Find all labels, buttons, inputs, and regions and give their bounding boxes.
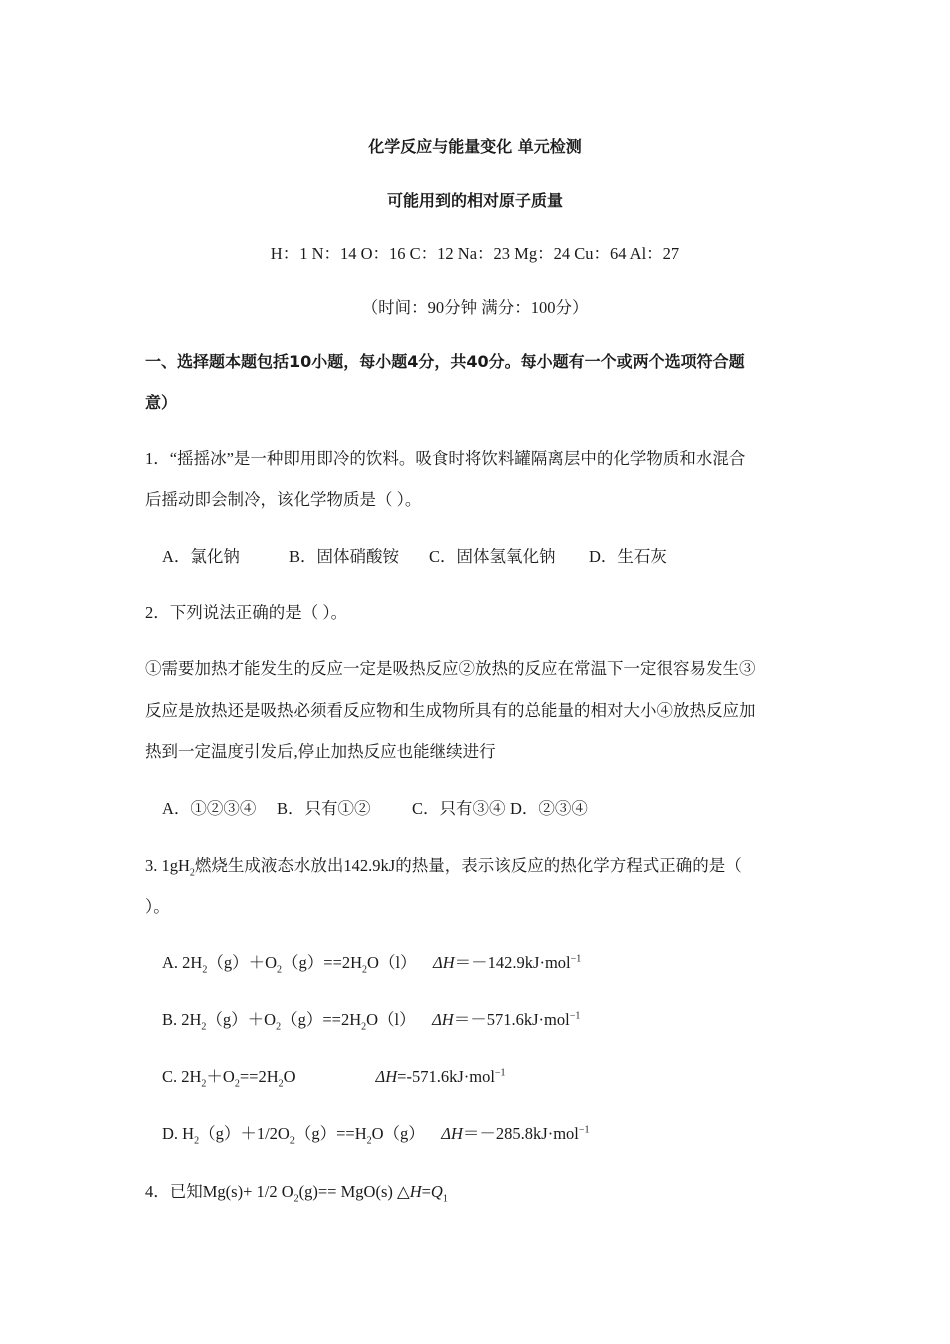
- q3-stem-line1: 3. $1gH_2$燃烧生成液态水放出142.9kJ的热量，表示该反应的热化学方程式正确的是（: [145, 856, 742, 879]
- q2-option-c: C．只有③④: [412, 799, 506, 818]
- q1-stem-line2: 后摇动即会制冷，该化学物质是（ ）。: [145, 490, 422, 509]
- q1-options: [162, 547, 667, 567]
- q3-option-d: D. $H_2(g)+1/2O_2(g)==H_2O(g)$ ΔH＝－285.8kJ·mol$^{-1}$: [162, 1124, 590, 1147]
- q2-statements-line2: 反应是放热还是吸热必须看反应物和生成物所具有的总能量的相对大小④放热反应加: [145, 701, 756, 720]
- section1-heading-line1: 一、选择题本题包括10小题，每小题4分，共40分。每小题有一个或两个选项符合题: [145, 352, 745, 371]
- q2-option-d: D．②③④: [510, 799, 588, 818]
- q3-stem-line2: ）。: [145, 897, 170, 916]
- document-title: 化学反应与能量变化 单元检测: [368, 137, 582, 156]
- q1-stem-line1: 1．“摇摇冰”是一种即用即冷的饮料。吸食时将饮料罐隔离层中的化学物质和水混合: [145, 449, 746, 468]
- q2-stem: 2．下列说法正确的是（ ）。: [145, 603, 348, 622]
- q1-option-a: A．氯化钠: [162, 547, 240, 566]
- atomic-masses: H：1 N：14 O：16 C：12 Na：23 Mg：24 Cu：64 Al：27: [270, 244, 680, 263]
- q1-option-d: D．生石灰: [589, 547, 667, 566]
- q2-option-b: B．只有①②: [277, 799, 371, 818]
- time-info: （时间：90分钟 满分：100分）: [361, 298, 589, 317]
- q1-option-c: C．固体氢氧化钠: [429, 547, 556, 566]
- document-subtitle: 可能用到的相对原子质量: [386, 191, 563, 210]
- q2-option-a: A．①②③④: [162, 799, 257, 818]
- q2-statements-line3: 热到一定温度引发后,停止加热反应也能继续进行: [145, 742, 496, 761]
- q3-option-a: A. $2H_2(g)+O_2(g)==2H_2O(l)$ ΔH＝－142.9kJ·mol$^{-1}$: [162, 953, 582, 976]
- q4-stem: 4．已知Mg(s)+ 1/2 $O_2(g)== MgO(s)$ $\triangle H=Q_1$: [145, 1182, 448, 1205]
- section1-heading-line2: 意）: [145, 393, 178, 412]
- q2-options: [162, 799, 588, 819]
- q1-option-b: B．固体硝酸铵: [289, 547, 400, 566]
- q3-option-c: C. $2H_2+O_2==2H_2O$ ΔH=-571.6kJ·mol$^{-1}$: [162, 1067, 506, 1090]
- q2-statements-line1: ①需要加热才能发生的反应一定是吸热反应②放热的反应在常温下一定很容易发生③: [145, 659, 756, 678]
- q3-option-b: B. $2H_2(g)+O_2(g)==2H_2O(l)$ ΔH＝－571.6kJ·mol$^{-1}$: [162, 1010, 581, 1033]
